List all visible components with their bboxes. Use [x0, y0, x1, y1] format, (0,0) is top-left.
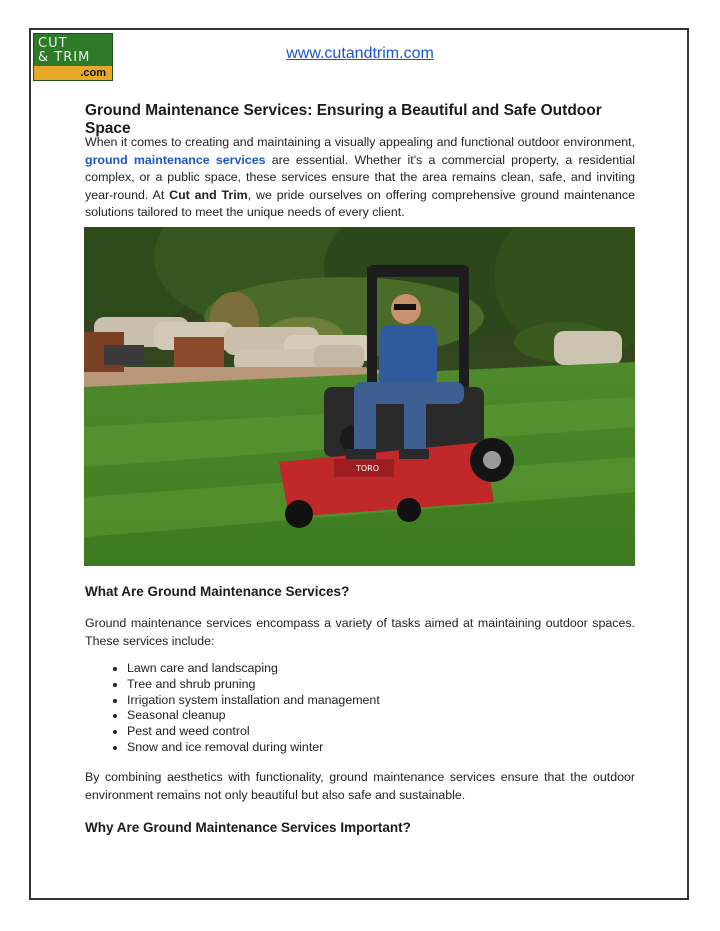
- list-item: • Snow and ice removal during winter: [127, 740, 380, 756]
- intro-paragraph: [85, 134, 635, 222]
- mower-brand-label: TORO: [356, 464, 380, 473]
- intro-text-3: , we pride ourselves on offering comprehensive ground maintenance solutions tailored to meet the unique needs of every client.: [85, 187, 635, 219]
- list-item: • Irrigation system installation and management: [127, 693, 380, 709]
- logo-line2: & TRIM: [38, 50, 91, 65]
- logo-suffix: .com: [80, 67, 106, 79]
- logo-line1: CUT: [38, 36, 68, 51]
- section1-closing: By combining aesthetics with functionality, ground maintenance services ensure that the outdoor environment remains not only beautiful but also safe and sustainable.: [85, 770, 635, 802]
- ground-maintenance-link[interactable]: ground maintenance services: [85, 152, 266, 167]
- logo-bar: [34, 66, 112, 80]
- document-title: Ground Maintenance Services: Ensuring a Beautiful and Safe Outdoor Space: [85, 102, 602, 137]
- services-list: [85, 661, 380, 756]
- section2-heading: Why Are Ground Maintenance Services Important?: [85, 820, 411, 835]
- section1-heading: What Are Ground Maintenance Services?: [85, 584, 350, 599]
- list-item: • Tree and shrub pruning: [127, 677, 380, 693]
- section1-paragraph: Ground maintenance services encompass a variety of tasks aimed at maintaining outdoor spaces. These services include:: [85, 616, 635, 648]
- mower-photo: [84, 227, 635, 566]
- list-item: • Lawn care and landscaping: [127, 661, 380, 677]
- brand-name: Cut and Trim: [169, 187, 248, 202]
- intro-text-2: are essential. Whether it's a commercial property, a residential complex, or a public space, these services ensure that the area remains clean, safe, and inviting year-round. At: [85, 152, 635, 202]
- intro-text-1: When it comes to creating and maintaining a visually appealing and functional outdoor environment,: [85, 135, 635, 149]
- list-item: • Seasonal cleanup: [127, 708, 380, 724]
- site-url-link[interactable]: www.cutandtrim.com: [286, 45, 434, 62]
- list-item: • Pest and weed control: [127, 724, 380, 740]
